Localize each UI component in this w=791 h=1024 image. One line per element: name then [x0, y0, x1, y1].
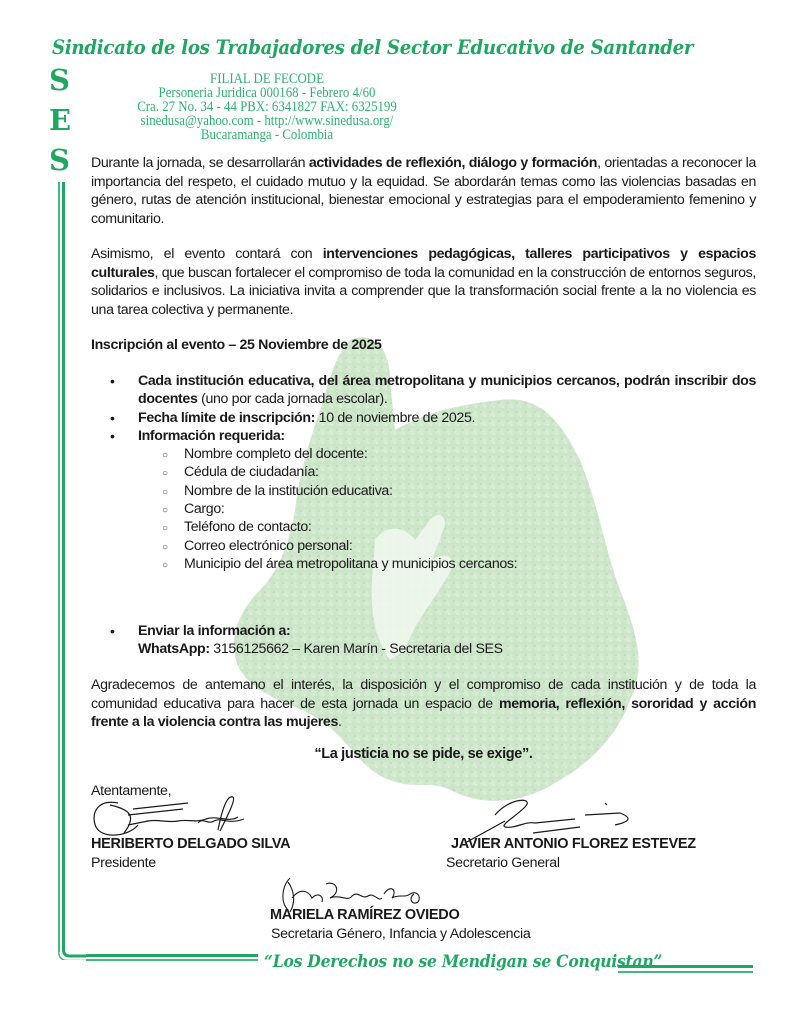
signatory-name-1: HERIBERTO DELGADO SILVA: [91, 836, 291, 852]
bold-run: Cada institución educativa, del área metropolitana y municipios cercanos, podrán inscribir dos docentes: [138, 373, 756, 408]
bullet-icon: •: [110, 427, 115, 444]
text-run: Agradecemos de antemano el interés, la disposición y el compromiso de cada institución y de toda la comunidad educativa para hacer de esta jornada un espacio de: [91, 677, 756, 712]
address-line: Cra. 27 No. 34 - 44 PBX: 6341827 FAX: 6325199: [137, 99, 397, 115]
bold-run: Fecha límite de inscripción:: [138, 409, 316, 426]
bullet-icon: •: [110, 409, 115, 426]
ses-letter-s1: S: [49, 63, 70, 97]
organization-name: Sindicato de los Trabajadores del Sector Educativo de Santander: [52, 36, 694, 59]
bullet-icon: •: [110, 623, 115, 639]
registration-heading: Inscripción al evento – 25 Noviembre de 2025: [91, 337, 382, 353]
text-run: 10 de noviembre de 2025.: [315, 409, 476, 426]
required-field-item: [110, 445, 756, 463]
bold-run: memoria, reflexión, sororidad y acción frente a la violencia contra las mujeres: [91, 695, 757, 730]
closing: Atentamente,: [91, 783, 172, 799]
field-label: Cargo:: [184, 501, 225, 518]
field-label: Nombre de la institución educativa:: [184, 482, 393, 499]
footer-line-left-thick: [86, 954, 258, 957]
paragraph-thanks: [91, 676, 756, 732]
bold-run: intervenciones pedagógicas, talleres participativos y espacios culturales: [91, 246, 756, 281]
circle-bullet-icon: ○: [162, 486, 168, 498]
required-field-item: [110, 482, 756, 500]
filial-line: FILIAL DE FECODE: [210, 71, 324, 87]
signatory-role-1: Presidente: [91, 855, 156, 871]
frame-line-thick: [62, 182, 65, 946]
field-label: Teléfono de contacto:: [184, 519, 312, 536]
text-run: , que buscan fortalecer el compromiso de toda la comunidad en la construcción de entornos seguros, solidarios e inclusivos. La iniciativa invita a comprender que la transformación social frente a la no violencia es una tarea colectiva y permanente.: [91, 264, 756, 318]
signatory-role-3: Secretaria Género, Infancia y Adolescencia: [271, 926, 531, 942]
paragraph-interventions: [91, 245, 756, 319]
list-item: [110, 372, 756, 409]
list-item: [110, 622, 756, 659]
text-run: , orientadas a reconocer la importancia del respeto, el cuidado mutuo y la equidad. Se abordarán temas como las violencias basadas en género, rutas de atención institucional, bienestar emocional y estrategias para el empoderamiento femenino y comunitario.: [91, 155, 756, 227]
send-info-list: [110, 622, 756, 659]
text-run: Asimismo, el evento contará con: [91, 246, 323, 262]
signatory-name-3: MARIELA RAMÍREZ OVIEDO: [270, 907, 460, 923]
required-field-item: [110, 555, 756, 573]
field-label: Nombre completo del docente:: [184, 446, 368, 463]
field-label: Municipio del área metropolitana y municipios cercanos:: [184, 555, 518, 572]
text-run: Durante la jornada, se desarrollarán: [91, 155, 309, 171]
ses-letter-e: E: [49, 103, 72, 137]
circle-bullet-icon: ○: [162, 450, 168, 462]
required-field-item: [110, 500, 756, 518]
city-line: Bucaramanga - Colombia: [200, 127, 334, 143]
circle-bullet-icon: ○: [162, 468, 168, 480]
circle-bullet-icon: ○: [162, 541, 168, 553]
footer-line-left-thin: [86, 959, 258, 961]
contact-line: sinedusa@yahoo.com - http://www.sinedusa.org/: [140, 113, 394, 129]
bold-run: actividades de reflexión, diálogo y formación: [308, 155, 598, 171]
circle-bullet-icon: ○: [162, 523, 168, 535]
required-field-item: [110, 537, 756, 555]
legal-line: Personeria Juridica 000168 - Febrero 4/60: [158, 85, 376, 101]
frame-line-thin: [58, 182, 60, 952]
footer-slogan: “Los Derechos no se Mendigan se Conquistan”: [264, 952, 663, 972]
whatsapp-label: WhatsApp:: [138, 641, 210, 658]
field-label: Correo electrónico personal:: [184, 537, 353, 554]
bold-run: Enviar la información a:: [138, 623, 291, 639]
signatory-role-2: Secretario General: [446, 855, 560, 871]
bold-run: Información requerida:: [138, 427, 285, 444]
text-run: .: [338, 714, 342, 730]
field-label: Cédula de ciudadanía:: [184, 464, 319, 481]
bullet-icon: •: [110, 373, 115, 389]
list-item: [110, 409, 756, 427]
ses-letter-s2: S: [49, 143, 70, 177]
text-run: (uno por cada jornada escolar).: [197, 391, 388, 408]
circle-bullet-icon: ○: [162, 505, 168, 517]
motto-quote: “La justicia no se pide, se exige”.: [314, 746, 533, 762]
required-field-item: [110, 463, 756, 481]
signatory-name-2: JAVIER ANTONIO FLOREZ ESTEVEZ: [451, 836, 696, 852]
list-item: [110, 427, 756, 445]
paragraph-activities: [91, 154, 756, 228]
registration-list: [110, 372, 756, 573]
circle-bullet-icon: ○: [162, 559, 168, 571]
required-field-item: [110, 518, 756, 536]
letterhead-info: [92, 72, 443, 142]
frame-corner: [56, 930, 86, 960]
whatsapp-contact: 3156125662 – Karen Marín - Secretaria del SES: [209, 641, 503, 658]
